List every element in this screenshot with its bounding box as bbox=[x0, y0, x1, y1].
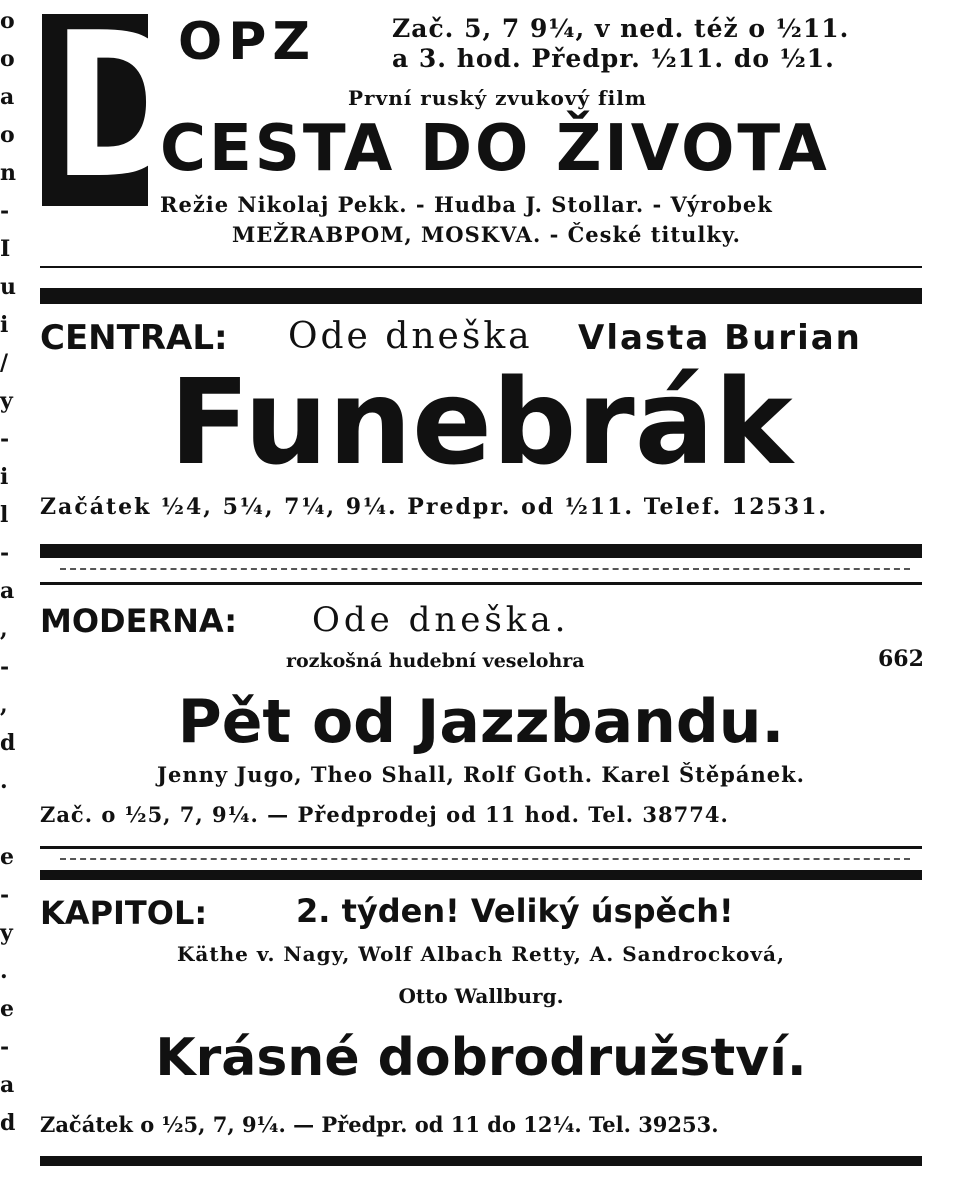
dopz-times-line1: Zač. 5, 7 9¼, v ned. též o ½11. bbox=[392, 14, 850, 43]
divider-rule bbox=[40, 1156, 922, 1166]
left-margin-fragment: . bbox=[0, 768, 8, 794]
left-margin-fragment: y bbox=[0, 388, 13, 414]
dopz-initial-letter: D bbox=[52, 0, 186, 223]
left-margin-fragment: a bbox=[0, 578, 15, 604]
divider-rule bbox=[40, 266, 922, 268]
central-film-title: Funebrák bbox=[169, 353, 793, 491]
left-margin-fragment: a bbox=[0, 84, 15, 110]
divider-rule bbox=[40, 870, 922, 880]
dopz-subtitle: První ruský zvukový film bbox=[348, 86, 647, 110]
divider-rule bbox=[40, 846, 922, 849]
left-margin-fragment: y bbox=[0, 920, 13, 946]
dopz-credits-line2: MEŽRABPOM, MOSKVA. - České titulky. bbox=[232, 222, 741, 247]
left-margin-fragment: / bbox=[0, 350, 9, 376]
left-margin-fragment: , bbox=[0, 616, 8, 642]
left-margin-fragment: l bbox=[0, 502, 9, 528]
dopz-times-line2: a 3. hod. Předpr. ½11. do ½1. bbox=[392, 44, 835, 73]
kapitol-intro: 2. týden! Veliký úspěch! bbox=[296, 892, 734, 930]
dopz-credits-line1: Režie Nikolaj Pekk. - Hudba J. Stollar. - Výrobek bbox=[160, 192, 773, 217]
central-star: Vlasta Burian bbox=[578, 318, 862, 358]
kapitol-cast-line1: Käthe v. Nagy, Wolf Albach Retty, A. Sandrocková, bbox=[177, 942, 785, 966]
left-margin-fragment: i bbox=[0, 464, 9, 490]
moderna-film-title: Pět od Jazzbandu. bbox=[177, 687, 785, 757]
divider-rule bbox=[40, 582, 922, 585]
left-margin-fragment: e bbox=[0, 844, 14, 870]
left-margin-fragment: a bbox=[0, 1072, 15, 1098]
moderna-number: 662 bbox=[878, 646, 924, 672]
moderna-cast: Jenny Jugo, Theo Shall, Rolf Goth. Karel Štěpánek. bbox=[157, 762, 805, 787]
central-name: CENTRAL: bbox=[40, 318, 228, 358]
left-margin-fragment: - bbox=[0, 540, 10, 566]
divider-rule bbox=[60, 858, 910, 860]
left-margin-column bbox=[0, 0, 16, 1178]
left-margin-fragment: - bbox=[0, 1034, 10, 1060]
dopz-initial-block bbox=[42, 0, 186, 223]
left-margin-fragment: - bbox=[0, 426, 10, 452]
left-margin-fragment: o bbox=[0, 46, 15, 72]
kapitol-times: Začátek o ½5, 7, 9¼. — Předpr. od 11 do 12¼. Tel. 39253. bbox=[40, 1112, 719, 1137]
left-margin-fragment: i bbox=[0, 312, 9, 338]
left-margin-fragment: - bbox=[0, 198, 10, 224]
left-margin-fragment: e bbox=[0, 996, 14, 1022]
moderna-times: Zač. o ½5, 7, 9¼. — Předprodej od 11 hod. Tel. 38774. bbox=[40, 802, 729, 827]
left-margin-fragment: I bbox=[0, 236, 11, 262]
left-margin-fragment: u bbox=[0, 274, 16, 300]
kapitol-film-title: Krásné dobrodružství. bbox=[155, 1028, 807, 1088]
moderna-intro: Ode dneška. bbox=[312, 600, 570, 640]
moderna-genre: rozkošná hudební veselohra bbox=[286, 650, 585, 672]
left-margin-fragment: o bbox=[0, 122, 15, 148]
left-margin-fragment: . bbox=[0, 958, 8, 984]
divider-rule bbox=[40, 288, 922, 304]
left-margin-fragment: o bbox=[0, 8, 15, 34]
left-margin-fragment: d bbox=[0, 1110, 16, 1136]
kapitol-cast-line2: Otto Wallburg. bbox=[398, 984, 564, 1008]
dopz-film-title: CESTA DO ŽIVOTA bbox=[160, 112, 830, 186]
divider-rule bbox=[40, 544, 922, 558]
left-margin-fragment: n bbox=[0, 160, 16, 186]
kapitol-name: KAPITOL: bbox=[40, 894, 208, 932]
left-margin-fragment: - bbox=[0, 654, 10, 680]
left-margin-fragment: - bbox=[0, 882, 10, 908]
left-margin-fragment: d bbox=[0, 730, 16, 756]
central-times: Začátek ½4, 5¼, 7¼, 9¼. Predpr. od ½11. Telef. 12531. bbox=[40, 494, 829, 520]
central-intro: Ode dneška bbox=[288, 316, 533, 357]
moderna-name: MODERNA: bbox=[40, 602, 238, 640]
dopz-name: OPZ bbox=[178, 12, 317, 72]
divider-rule bbox=[60, 568, 910, 570]
left-margin-fragment: , bbox=[0, 692, 8, 718]
